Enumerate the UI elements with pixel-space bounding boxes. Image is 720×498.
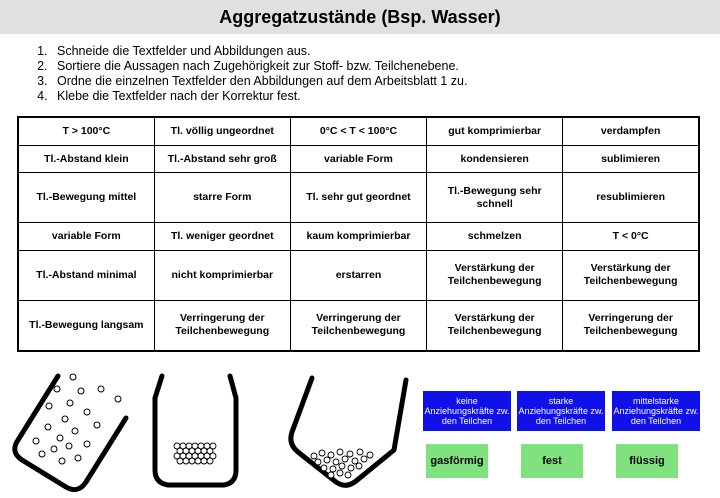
beaker-illustrations: [0, 360, 420, 498]
table-cell: T < 0°C: [563, 223, 699, 251]
title-bar: [0, 0, 720, 34]
table-cell: Verstärkung der Teilchenbewegung: [427, 300, 563, 351]
table-cell: nicht komprimierbar: [154, 250, 290, 300]
table-cell: T > 100°C: [18, 117, 154, 145]
liquid-beaker-illustration: [291, 378, 406, 485]
table-cell: gut komprimierbar: [427, 117, 563, 145]
table-cell: Tl.-Bewegung mittel: [18, 173, 154, 223]
table-cell: 0°C < T < 100°C: [290, 117, 426, 145]
table-cell: Verstärkung der Teilchenbewegung: [427, 250, 563, 300]
table-cell: Verringerung der Teilchenbewegung: [154, 300, 290, 351]
table-cell: Tl. sehr gut geordnet: [290, 173, 426, 223]
table-row: [18, 117, 699, 145]
table-cell: Verringerung der Teilchenbewegung: [290, 300, 426, 351]
instruction-item: 1. Schneide die Textfelder und Abbildungen aus.: [51, 44, 467, 59]
table-row: [18, 223, 699, 251]
state-label-liquid: flüssig: [616, 444, 678, 478]
table-cell: kaum komprimierbar: [290, 223, 426, 251]
table-row: [18, 173, 699, 223]
attraction-label-medium: mittelstarke Anziehungskräfte zw. den Teilchen: [612, 391, 700, 431]
attraction-label-strong: starke Anziehungskräfte zw. den Teilchen: [517, 391, 605, 431]
table-cell: Tl. völlig ungeordnet: [154, 117, 290, 145]
table-cell: Tl. weniger geordnet: [154, 223, 290, 251]
table-cell: Tl.-Bewegung sehr schnell: [427, 173, 563, 223]
table-cell: Tl.-Abstand sehr groß: [154, 145, 290, 173]
page-title: Aggregatzustände (Bsp. Wasser): [219, 6, 501, 27]
table-row: [18, 250, 699, 300]
table-cell: resublimieren: [563, 173, 699, 223]
gas-beaker-illustration: [15, 374, 126, 490]
table-cell: starre Form: [154, 173, 290, 223]
table-row: [18, 300, 699, 351]
table-cell: Tl.-Bewegung langsam: [18, 300, 154, 351]
table-row: [18, 145, 699, 173]
table-cell: schmelzen: [427, 223, 563, 251]
table-cell: verdampfen: [563, 117, 699, 145]
table-cell: Verringerung der Teilchenbewegung: [563, 300, 699, 351]
sorting-table: [17, 116, 700, 352]
table-cell: Tl.-Abstand minimal: [18, 250, 154, 300]
table-cell: variable Form: [18, 223, 154, 251]
solid-beaker-illustration: [155, 376, 236, 485]
table-cell: Tl.-Abstand klein: [18, 145, 154, 173]
table-cell: erstarren: [290, 250, 426, 300]
state-label-solid: fest: [521, 444, 583, 478]
instruction-item: 2. Sortiere die Aussagen nach Zugehörigkeit zur Stoff- bzw. Teilchenebene.: [51, 59, 467, 74]
table-cell: variable Form: [290, 145, 426, 173]
table-cell: Verstärkung der Teilchenbewegung: [563, 250, 699, 300]
instruction-item: 4. Klebe die Textfelder nach der Korrektur fest.: [51, 89, 467, 104]
attraction-label-none: keine Anziehungskräfte zw. den Teilchen: [423, 391, 511, 431]
table-cell: kondensieren: [427, 145, 563, 173]
instruction-item: 3. Ordne die einzelnen Textfelder den Abbildungen auf dem Arbeitsblatt 1 zu.: [51, 74, 467, 89]
state-label-gas: gasförmig: [426, 444, 488, 478]
table-cell: sublimieren: [563, 145, 699, 173]
instruction-list: [24, 44, 467, 104]
